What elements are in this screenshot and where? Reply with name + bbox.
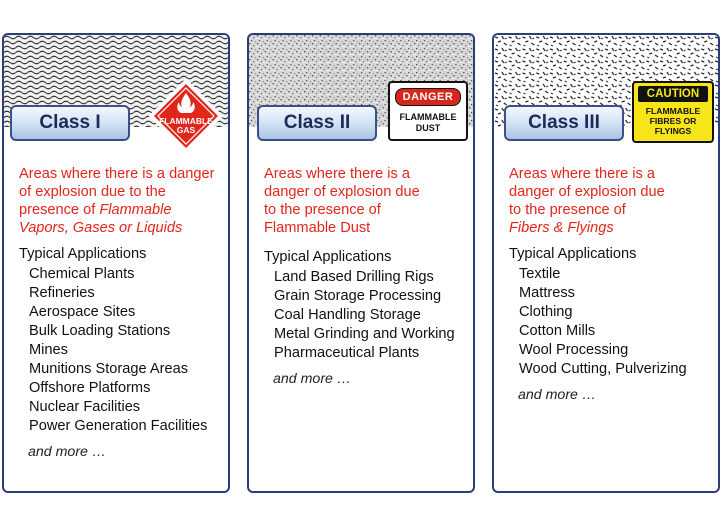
caution-sign-icon (632, 81, 714, 143)
caution-banner: CAUTION (638, 86, 708, 102)
applications-heading: Typical Applications (264, 249, 392, 265)
and-more-text: and more … (28, 444, 107, 460)
list-item: Chemical Plants (29, 266, 135, 282)
list-item: Pharmaceutical Plants (274, 345, 420, 361)
description-emphasis: Flammable Vapors, Gases or Liquids (19, 202, 183, 236)
class-label: Class III (528, 112, 600, 133)
class-description (509, 165, 669, 237)
class-i-header (10, 105, 130, 141)
applications-list (519, 265, 687, 379)
danger-sign-text (390, 112, 466, 134)
caution-sign-text (634, 106, 712, 136)
list-item: Mattress (519, 285, 575, 301)
list-item: Wood Cutting, Pulverizing (519, 361, 687, 377)
and-more-text: and more … (273, 371, 352, 387)
danger-sign-icon (388, 81, 468, 141)
flammable-gas-placard-icon (149, 79, 223, 153)
list-item: Aerospace Sites (29, 304, 136, 320)
class-label: Class I (39, 112, 101, 133)
sign-line: FIBRES OR (649, 116, 697, 126)
sign-line: FLYINGS (654, 126, 692, 136)
list-item: Land Based Drilling Rigs (274, 269, 434, 285)
class-i-card (2, 33, 230, 493)
list-item: Wool Processing (519, 342, 629, 358)
list-item: Offshore Platforms (29, 380, 151, 396)
and-more-text: and more … (518, 387, 597, 403)
description-text: Areas where there is a danger of explosion due to the presence of (19, 166, 215, 218)
list-item: Mines (29, 342, 68, 358)
applications-heading: Typical Applications (509, 246, 637, 262)
list-item: Grain Storage Processing (274, 288, 442, 304)
sign-line: FLAMMABLE (645, 106, 701, 116)
description-text: Areas where there is a danger of explosion due to the presence of Flammable Dust (264, 166, 420, 236)
list-item: Coal Handling Storage (274, 307, 421, 323)
applications-list (29, 265, 207, 436)
applications-list (274, 268, 455, 363)
list-item: Textile (519, 266, 561, 282)
danger-banner: DANGER (395, 88, 461, 106)
class-description (264, 165, 424, 237)
description-emphasis: Fibers & Flyings (509, 220, 614, 236)
list-item: Munitions Storage Areas (29, 361, 188, 377)
class-ii-header (257, 105, 377, 141)
class-iii-header (504, 105, 624, 141)
class-description (19, 165, 224, 237)
list-item: Metal Grinding and Working (274, 326, 455, 342)
sign-line: FLAMMABLE (399, 112, 457, 122)
placard-line1: FLAMMABLE (159, 116, 213, 126)
class-label: Class II (283, 112, 351, 133)
applications-heading: Typical Applications (19, 246, 147, 262)
list-item: Nuclear Facilities (29, 399, 141, 415)
class-iii-card (492, 33, 720, 493)
list-item: Refineries (29, 285, 95, 301)
list-item: Bulk Loading Stations (29, 323, 171, 339)
list-item: Clothing (519, 304, 573, 320)
placard-line2: GAS (176, 125, 196, 135)
description-text: Areas where there is a danger of explosion due to the presence of (509, 166, 665, 218)
sign-line: DUST (415, 123, 441, 133)
list-item: Cotton Mills (519, 323, 596, 339)
list-item: Power Generation Facilities (29, 418, 208, 434)
class-ii-card (247, 33, 475, 493)
